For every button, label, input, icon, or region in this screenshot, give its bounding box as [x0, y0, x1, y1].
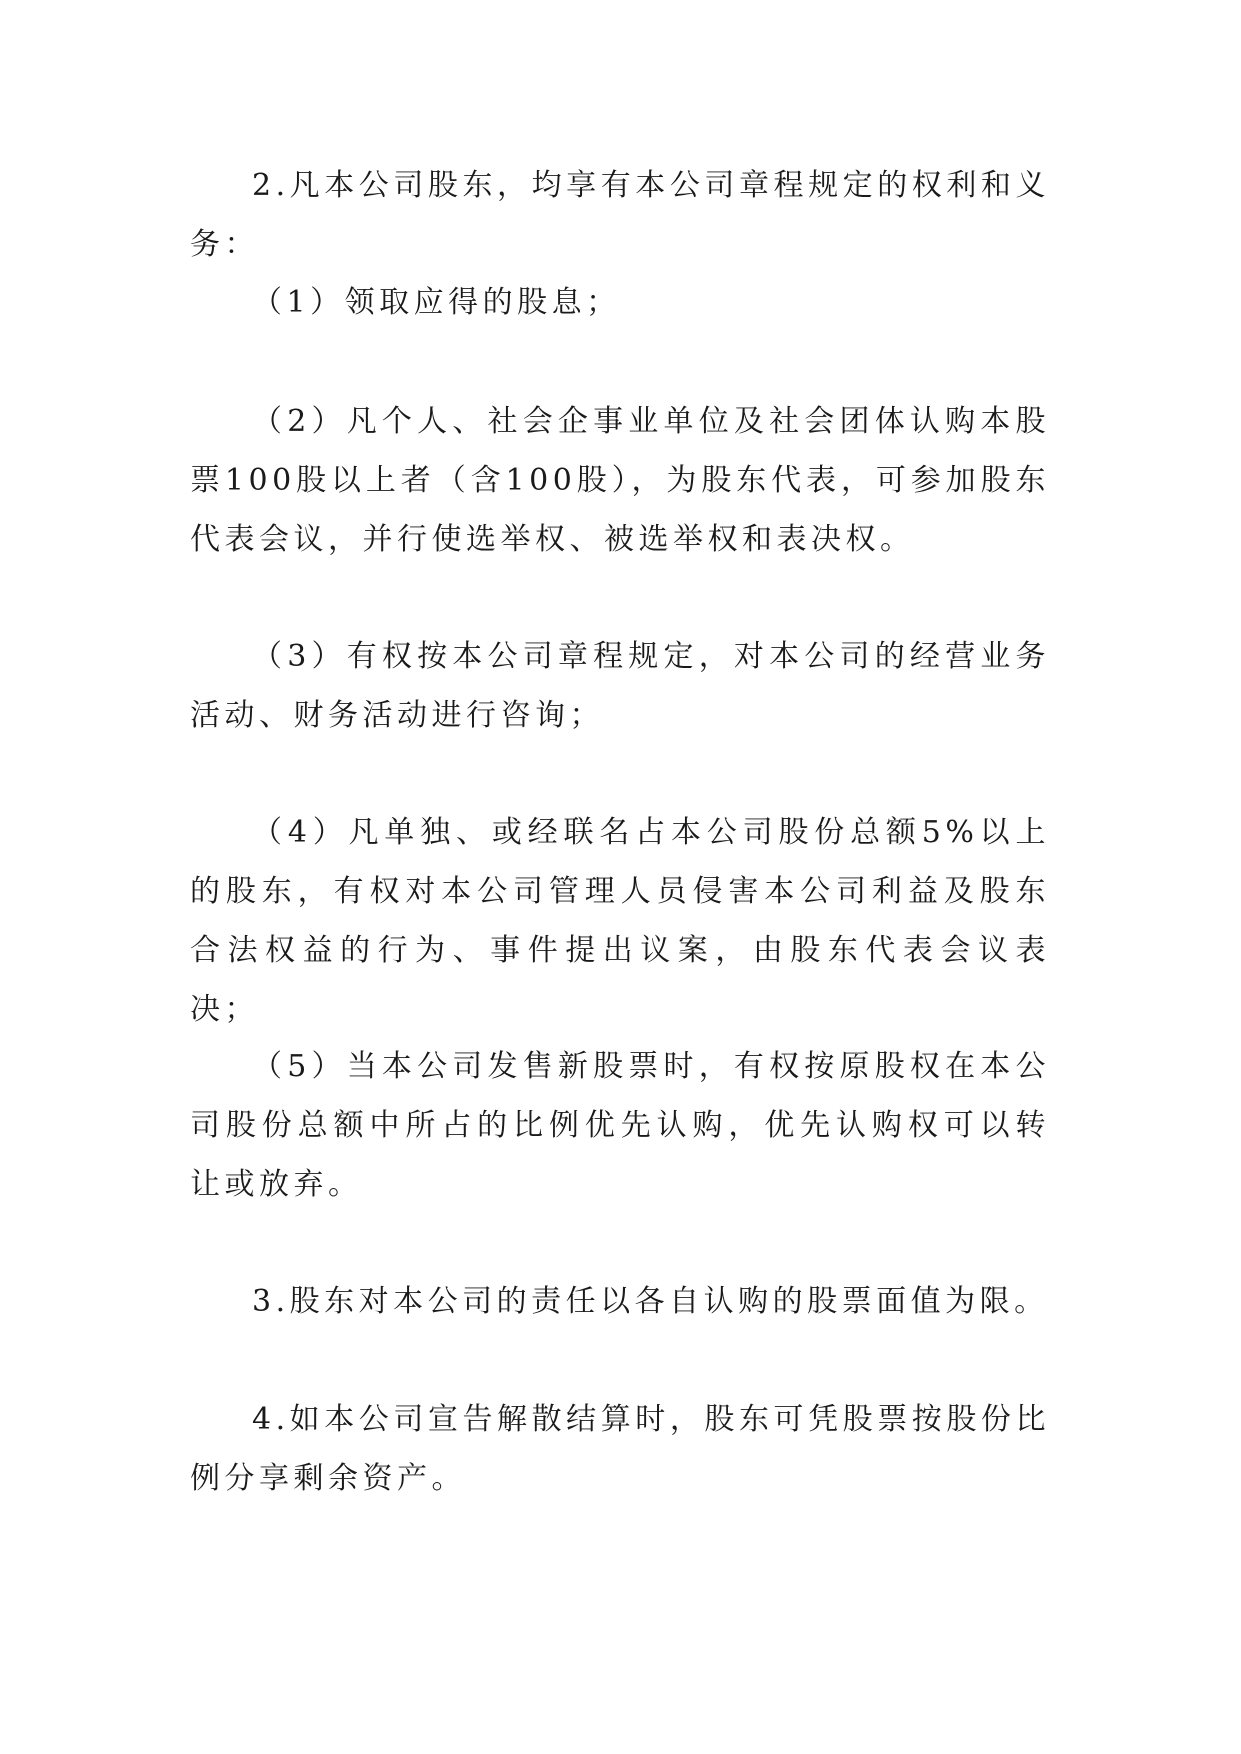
paragraph-dissolution-assets: 4.如本公司宣告解散结算时，股东可凭股票按股份比例分享剩余资产。	[190, 1402, 1050, 1496]
paragraph-item-5-preemptive-rights: （5）当本公司发售新股票时，有权按原股权在本公司股份总额中所占的比例优先认购，优先认购权可以转让或放弃。	[190, 1049, 1050, 1202]
paragraph-item-2-representatives: （2）凡个人、社会企事业单位及社会团体认购本股票100股以上者（含100股），为股东代表，可参加股东代表会议，并行使选举权、被选举权和表决权。	[190, 404, 1050, 557]
paragraph-shareholder-liability: 3.股东对本公司的责任以各自认购的股票面值为限。	[252, 1284, 1049, 1319]
paragraph-shareholder-rights-intro: 2.凡本公司股东，均享有本公司章程规定的权利和义务：	[190, 168, 1050, 262]
paragraph-item-4-proposals: （4）凡单独、或经联名占本公司股份总额5%以上的股东，有权对本公司管理人员侵害本公司利益及股东合法权益的行为、事件提出议案，由股东代表会议表决；	[190, 815, 1050, 1027]
paragraph-item-3-consultation: （3）有权按本公司章程规定，对本公司的经营业务活动、财务活动进行咨询；	[190, 639, 1050, 733]
paragraph-item-1-dividends: （1）领取应得的股息；	[252, 285, 621, 320]
